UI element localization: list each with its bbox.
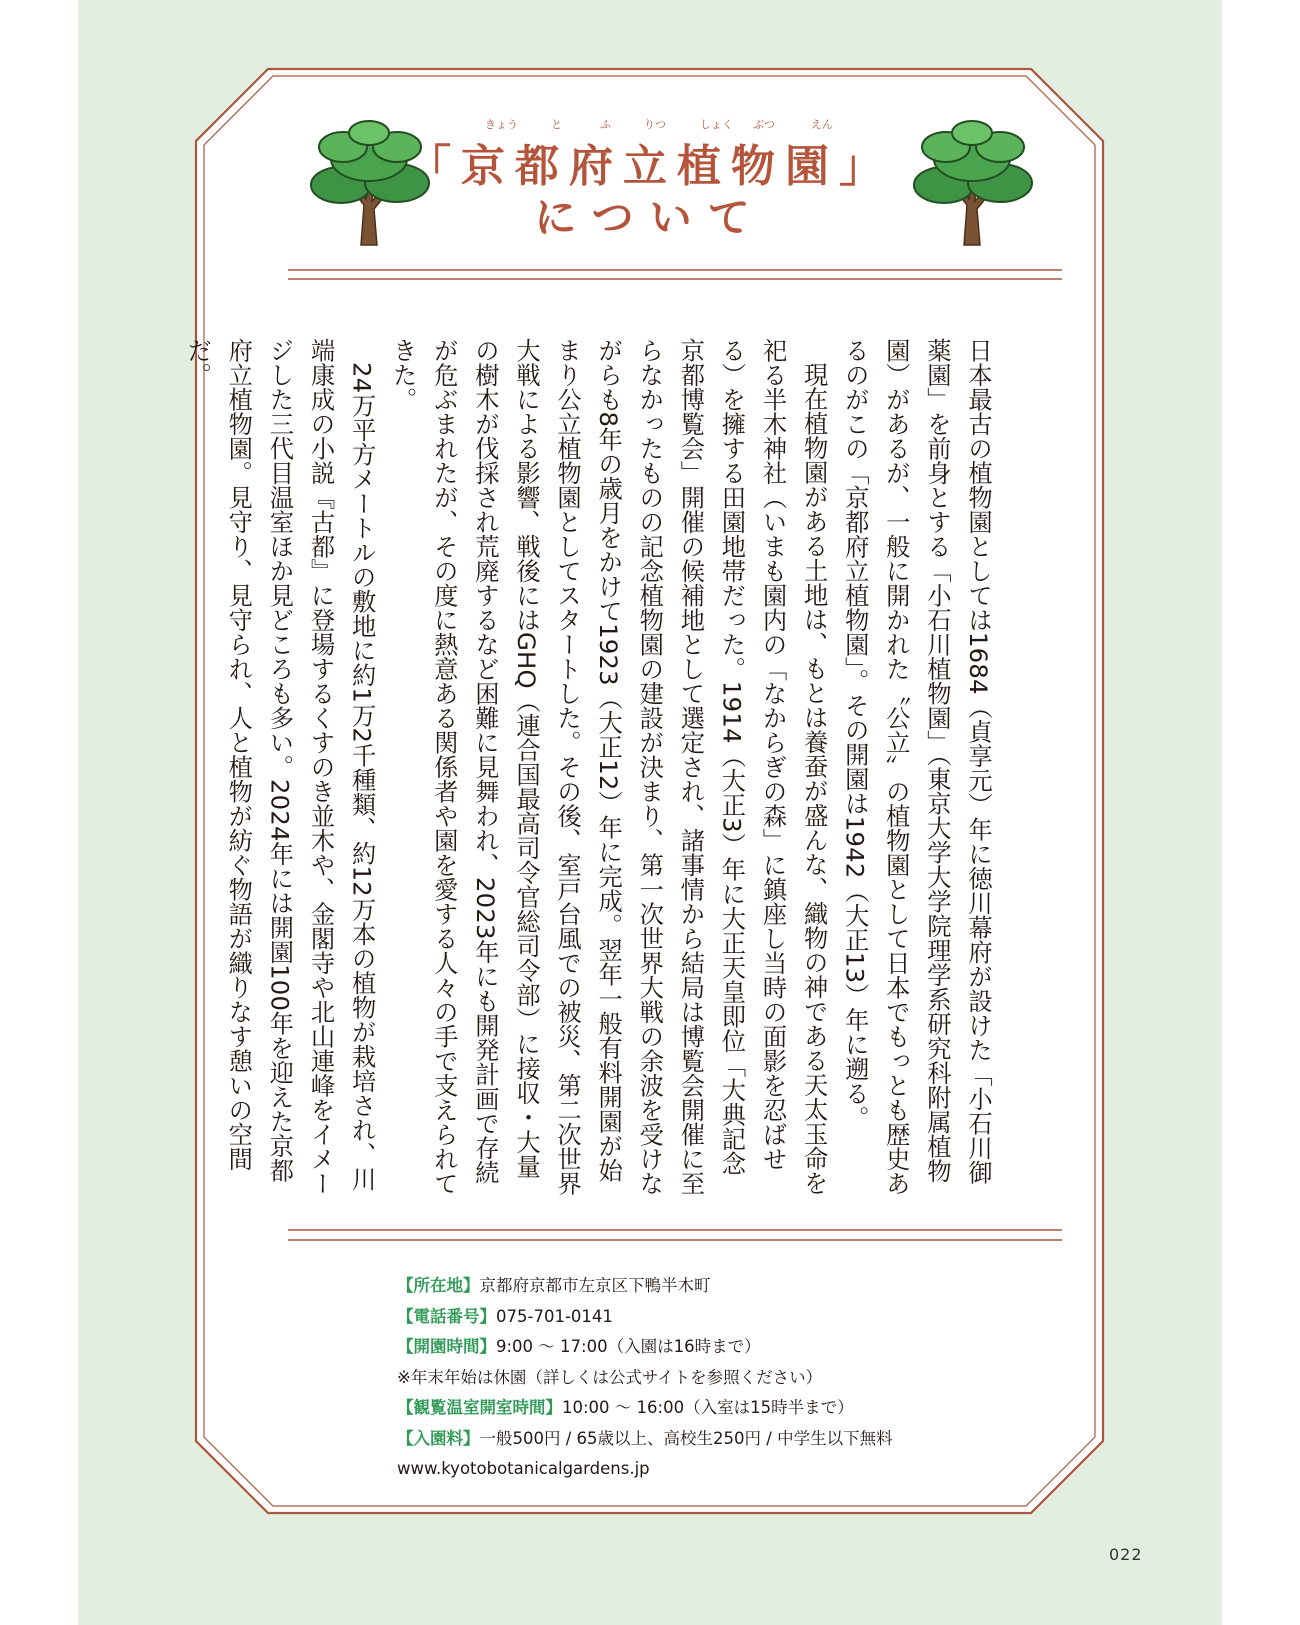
website-url: www.kyotobotanicalgardens.jp	[397, 1459, 650, 1478]
fee-value: 一般500円 / 65歳以上、高校生250円 / 中学生以下無料	[479, 1428, 893, 1448]
location-label: 【所在地】	[397, 1276, 480, 1295]
page-number: 022	[1109, 1545, 1143, 1564]
facility-info	[397, 1271, 893, 1485]
article-body	[183, 338, 999, 1198]
article-paragraph: 現在植物園がある土地は、もとは養蚕が盛んな、織物の神である天太玉命を祀る半木神社（いまも園内の「なからぎの森」に鎮座し当時の面影を忍ばせる）を擁する田園地帯だった。1914（大正3）年に大正天皇即位「大典記念京都博覧会」開催の候補地として選定され、諸事情から結局は博覧会開催に至らなかったものの記念植物園の建設が決まり、第一次世界大戦の余波を受けながらも8年の歳月をかけて1923（大正12）年に完成。翌年一般有料開園が始まり公立植物園としてスタートした。その後、室戸台風での被災、第二次世界大戦による影響、戦後にはGHQ（連合国最高司令官総司令部）に接収・大量の樹木が伐採され荒廃するなど困難に見舞われ、2023年にも開発計画で存続が危ぶまれたが、その度に熱意ある関係者や園を愛する人々の手で支えられてきた。	[388, 338, 829, 1196]
phone-label: 【電話番号】	[397, 1306, 496, 1326]
info-greenhouse	[397, 1393, 893, 1424]
info-note	[397, 1363, 893, 1394]
title-ruby: ぶつ	[753, 118, 775, 131]
fee-label: 【入園料】	[397, 1428, 480, 1448]
title-ruby: えん	[811, 118, 833, 131]
info-url	[397, 1454, 893, 1485]
title-ruby: しょく	[700, 118, 733, 131]
title-ruby: ふ	[600, 118, 611, 131]
phone-value: 075-701-0141	[496, 1306, 613, 1326]
closure-note: ※年末年始は休園（詳しくは公式サイトを参照ください）	[397, 1367, 823, 1387]
info-fee	[397, 1424, 893, 1455]
article-paragraph: 日本最古の植物園としては1684（貞享元）年に徳川幕府が設けた「小石川御薬園」を前身とする「小石川植物園」（東京大学大学院理学系研究科附属植物園）があるが、一般に開かれた〝公立〟の植物園として日本でもっとも歴史あるのがこの「京都府立植物園」。その開園は1942（大正13）年に遡る。	[840, 338, 993, 1196]
article-paragraph: 24万平方メートルの敷地に約1万2千種類、約12万本の植物が栽培され、川端康成の小説『古都』に登場するくすのき並木や、金閣寺や北山連峰をイメージした三代目温室ほか見どころも多い。2024年には開園100年を迎えた京都府立植物園。見守り、見守られ、人と植物が紡ぐ物語が織りなす憩いの空間だ。	[183, 338, 377, 1196]
info-phone	[397, 1302, 893, 1333]
info-location	[397, 1271, 893, 1302]
title-ruby: きょう	[485, 118, 518, 131]
hours-label: 【開園時間】	[397, 1337, 496, 1356]
hours-value: 9:00 ～ 17:00（入園は16時まで）	[496, 1337, 761, 1356]
page-subtitle: について	[534, 193, 766, 242]
greenhouse-label: 【観覧温室開室時間】	[397, 1398, 562, 1417]
title-ruby: りつ	[644, 118, 666, 131]
greenhouse-value: 10:00 ～ 16:00（入室は15時半まで）	[562, 1398, 854, 1417]
location-value: 京都府京都市左京区下鴨半木町	[479, 1276, 711, 1295]
title-ruby: と	[551, 118, 562, 131]
info-hours	[397, 1332, 893, 1363]
page-title: 「京都府立植物園」	[407, 141, 893, 192]
